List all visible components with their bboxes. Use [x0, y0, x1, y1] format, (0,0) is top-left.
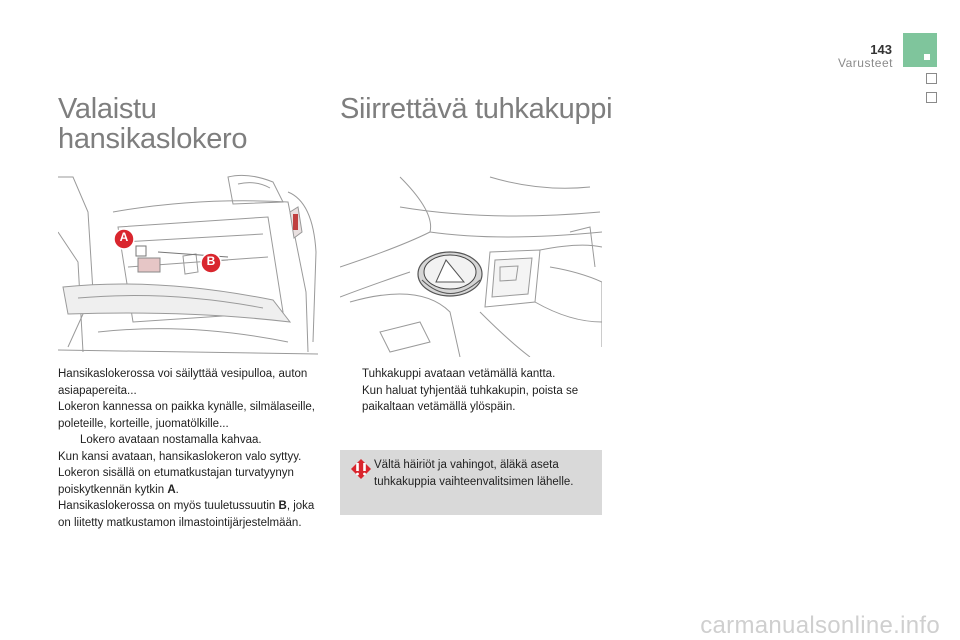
warning-box: [340, 450, 602, 515]
paragraph: [58, 465, 320, 498]
watermark: carmanualsonline.info: [700, 612, 940, 639]
section-title-glovebox: [58, 94, 318, 154]
ashtray-drawing: [340, 172, 602, 357]
page-number: 143: [870, 42, 892, 57]
text-span: Hansikaslokerossa on myös tuuletussuutin: [58, 500, 279, 512]
title-line: hansikaslokero: [58, 123, 248, 155]
title-line: Valaistu: [58, 93, 157, 125]
bullet-marker: [58, 432, 80, 449]
label-b: B: [206, 254, 216, 268]
section-title-ashtray: Siirrettävä tuhkakuppi: [340, 93, 613, 125]
bullet-text: Lokero avataan nostamalla kahvaa.: [80, 434, 262, 446]
label-a: A: [119, 230, 129, 244]
bullet-text: Kun haluat tyhjentää tuhkakupin, poista se paikaltaan vetämällä ylöspäin.: [362, 384, 579, 413]
text-span: .: [175, 483, 179, 496]
tab-dot-icon: [924, 54, 930, 60]
vent-label: B: [278, 500, 287, 512]
airbag-indicator-icon: [293, 214, 298, 230]
ashtray-description: [340, 366, 602, 416]
bullet-item: [58, 432, 320, 449]
paragraph: Lokeron kannessa on paikka kynälle, silmälaseille, poleteille, korteille, juomatölkille...: [58, 401, 315, 430]
paragraph: Kun kansi avataan, hansikaslokeron valo syttyy.: [58, 450, 302, 463]
warning-text: Vältä häiriöt ja vahingot, äläkä aseta tuhkakuppia vaihteenvalitsimen lähelle.: [374, 459, 574, 488]
chapter-name: Varusteet: [838, 56, 893, 70]
text-span: , joka on liitetty matkustamon ilmastointijärjestelmään.: [58, 500, 315, 529]
bullet-marker: [340, 366, 362, 383]
glovebox-drawing: [58, 172, 318, 357]
bullet-item: [340, 366, 602, 383]
switch-label: A: [167, 483, 176, 496]
glovebox-illustration: [58, 172, 318, 357]
paragraph: Hansikaslokerossa voi säilyttää vesipulloa, auton asiapapereita...: [58, 368, 308, 397]
ashtray-icon: [418, 252, 482, 296]
chapter-tab[interactable]: [926, 73, 937, 84]
bullet-item: [340, 383, 602, 416]
chapter-tab[interactable]: [926, 92, 937, 103]
ashtray-illustration: [340, 172, 602, 357]
glovebox-description: [58, 366, 320, 531]
chapter-tab-active[interactable]: [903, 33, 937, 67]
warning-icon: [350, 458, 372, 480]
paragraph: [58, 498, 320, 531]
bullet-text: Tuhkakuppi avataan vetämällä kantta.: [362, 368, 556, 380]
text-span: Lokeron sisällä on etumatkustajan turvatyynyn poiskytkennän kytkin: [58, 467, 294, 496]
bullet-marker: [340, 383, 362, 416]
